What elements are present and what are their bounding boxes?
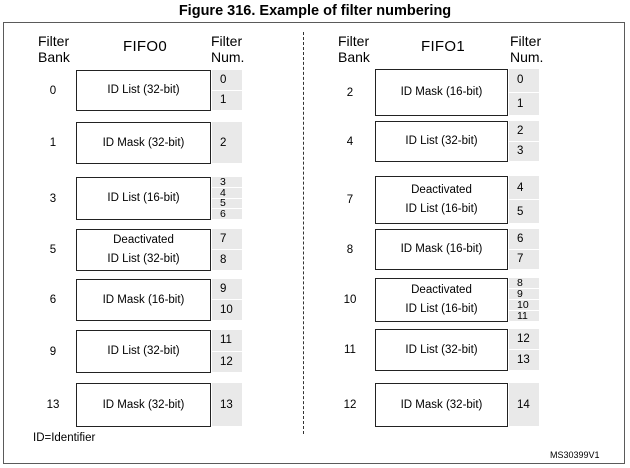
- filter-number: 5: [212, 199, 242, 209]
- filter-number: 13: [509, 350, 539, 370]
- filter-config-label: Deactivated: [411, 184, 472, 196]
- filter-bank-number: 4: [346, 135, 354, 148]
- filter-bank-number: 8: [346, 243, 354, 256]
- filter-bank-number: 1: [49, 137, 57, 149]
- fifo1-bank-header: [338, 33, 370, 65]
- header-text: Filter: [510, 33, 542, 49]
- fifo1-num-header: [510, 33, 543, 65]
- filter-number: 8: [212, 250, 242, 270]
- filter-number: 10: [212, 300, 242, 320]
- filter-number: 10: [509, 300, 539, 310]
- filter-number: 1: [509, 93, 539, 116]
- filter-bank-number: 6: [49, 294, 57, 306]
- filter-number: 2: [509, 121, 539, 141]
- filter-config-label: ID Mask (32-bit): [400, 398, 483, 411]
- filter-number: 8: [509, 278, 539, 288]
- filter-config-box: [375, 121, 508, 162]
- filter-number: 14: [509, 383, 539, 426]
- filter-config-box: [76, 122, 211, 164]
- filter-config-box: [375, 329, 508, 371]
- filter-number: 12: [212, 352, 242, 373]
- filter-bank-number: 3: [49, 192, 57, 205]
- filter-config-label: ID Mask (16-bit): [400, 86, 483, 98]
- filter-number: 13: [212, 383, 242, 426]
- filter-number: 5: [509, 200, 539, 223]
- filter-config-box: [76, 383, 211, 427]
- filter-number: 0: [509, 69, 539, 92]
- filter-config-box: [375, 176, 508, 224]
- filter-config-box: [375, 278, 508, 322]
- filter-config-label: ID List (16-bit): [107, 192, 180, 204]
- filter-bank-number: 11: [344, 344, 356, 356]
- filter-number: 6: [212, 209, 242, 219]
- filter-config-label: ID List (16-bit): [405, 303, 478, 315]
- filter-config-label: Deactivated: [113, 234, 174, 246]
- filter-bank-number: 10: [343, 294, 357, 306]
- header-text: Filter: [38, 33, 70, 49]
- header-text: Filter: [338, 33, 370, 49]
- fifo1-title: FIFO1: [421, 38, 466, 55]
- filter-config-label: ID List (32-bit): [107, 253, 180, 265]
- filter-number: 12: [509, 329, 539, 349]
- filter-config-box: [375, 69, 508, 116]
- filter-config-box: [76, 229, 211, 271]
- filter-number: 11: [212, 330, 242, 351]
- filter-number: 3: [509, 142, 539, 162]
- filter-number: 1: [212, 91, 242, 111]
- filter-number: 4: [212, 188, 242, 198]
- filter-bank-number: 12: [343, 399, 357, 411]
- filter-config-label: ID List (16-bit): [405, 203, 478, 215]
- filter-bank-number: 9: [49, 345, 57, 358]
- filter-number: 0: [212, 70, 242, 90]
- header-text: Bank: [38, 49, 70, 65]
- filter-bank-number: 2: [346, 86, 354, 99]
- fifo0-title: FIFO0: [123, 38, 168, 55]
- header-text: Num.: [211, 49, 245, 65]
- filter-config-label: ID List (32-bit): [107, 345, 180, 357]
- footnote: ID=Identifier: [33, 432, 96, 444]
- filter-config-label: ID Mask (32-bit): [102, 398, 185, 411]
- fifo0-num-header: [211, 33, 244, 65]
- header-text: Num.: [510, 49, 544, 65]
- filter-config-box: [76, 330, 211, 373]
- filter-number: 7: [509, 250, 539, 270]
- filter-bank-number: 13: [46, 399, 60, 411]
- filter-bank-number: 5: [49, 244, 57, 256]
- filter-config-box: [375, 229, 508, 270]
- filter-number: 2: [212, 122, 242, 163]
- filter-config-label: ID List (32-bit): [405, 343, 478, 356]
- figure-title: Figure 316. Example of filter numbering: [178, 3, 452, 19]
- filter-config-label: ID Mask (16-bit): [102, 293, 185, 306]
- filter-number: 6: [509, 229, 539, 249]
- filter-config-label: ID Mask (32-bit): [102, 136, 185, 149]
- filter-config-label: Deactivated: [411, 284, 472, 296]
- filter-number: 3: [212, 177, 242, 187]
- filter-number: 7: [212, 229, 242, 249]
- fifo0-bank-header: [38, 33, 70, 65]
- filter-number: 11: [509, 311, 539, 321]
- filter-config-label: ID List (32-bit): [405, 135, 478, 147]
- filter-config-box: [76, 70, 211, 111]
- filter-config-label: ID Mask (16-bit): [400, 243, 483, 255]
- figure-code: MS30399V1: [550, 450, 600, 460]
- header-text: Bank: [338, 49, 370, 65]
- filter-bank-number: 0: [49, 84, 57, 97]
- header-text: Filter: [211, 33, 243, 49]
- fifo-divider-line: [303, 32, 304, 434]
- filter-config-box: [76, 279, 211, 321]
- filter-number: 9: [212, 279, 242, 299]
- filter-config-box: [76, 177, 211, 220]
- filter-config-box: [375, 383, 508, 427]
- filter-bank-number: 7: [346, 194, 354, 206]
- filter-config-label: ID List (32-bit): [107, 84, 180, 96]
- filter-number: 4: [509, 176, 539, 199]
- filter-number: 9: [509, 289, 539, 299]
